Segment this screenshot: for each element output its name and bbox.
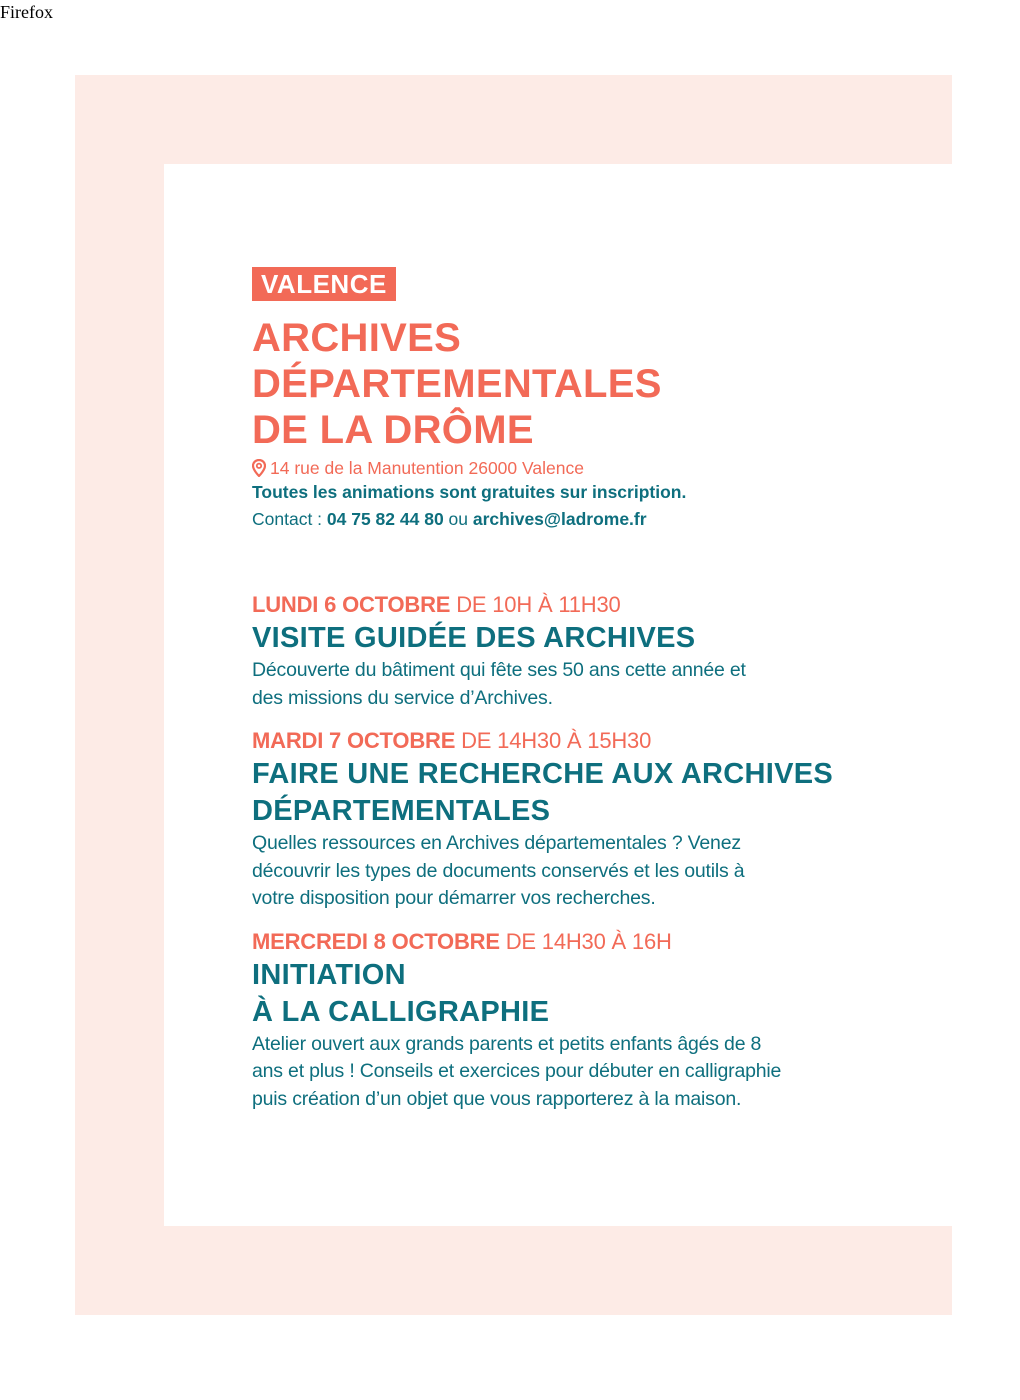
event-title xyxy=(252,620,892,657)
event-description-line: votre disposition pour démarrer vos recherches. xyxy=(252,887,656,909)
event-date xyxy=(252,726,892,756)
contact-or: ou xyxy=(443,509,473,529)
event-date xyxy=(252,590,892,620)
document-content xyxy=(252,267,892,1113)
event-description-line: Atelier ouvert aux grands parents et petits enfants âgés de 8 xyxy=(252,1032,762,1055)
address xyxy=(252,457,892,479)
event-description xyxy=(252,1031,892,1114)
event-time: DE 14H30 À 15H30 xyxy=(455,728,652,753)
venue-title-line: DÉPARTEMENTALES xyxy=(252,362,662,406)
venue-title xyxy=(252,315,892,453)
contact-email[interactable]: archives@ladrome.fr xyxy=(472,509,647,529)
event-day: LUNDI 6 OCTOBRE xyxy=(252,592,451,617)
event-description-line: ans et plus ! Conseils et exercices pour débuter en calligraphie xyxy=(252,1060,782,1082)
event-description-line: puis création d’un objet que vous rapporterez à la maison. xyxy=(252,1087,742,1110)
event-time: DE 14H30 À 16H xyxy=(499,928,672,954)
event-date xyxy=(252,927,892,957)
address-text: 14 rue de la Manutention 26000 Valence xyxy=(270,458,584,478)
event-description-line: des missions du service d’Archives. xyxy=(252,686,553,709)
browser-label: Firefox xyxy=(0,2,53,22)
registration-notice: Toutes les animations sont gratuites sur inscription. xyxy=(252,482,687,502)
event-item xyxy=(252,590,892,712)
event-title-line: VISITE GUIDÉE DES ARCHIVES xyxy=(252,622,696,654)
event-title xyxy=(252,957,892,1031)
event-title-line: DÉPARTEMENTALES xyxy=(252,795,551,827)
event-title xyxy=(252,756,892,830)
contact-phone[interactable]: 04 75 82 44 80 xyxy=(326,509,444,529)
event-item xyxy=(252,726,892,913)
event-description-line: Quelles ressources en Archives départementales ? Venez xyxy=(252,832,741,854)
event-title-line: À LA CALLIGRAPHIE xyxy=(252,995,550,1028)
city-tag: VALENCE xyxy=(252,267,396,301)
event-description-line: découvrir les types de documents conservés et les outils à xyxy=(252,859,745,882)
event-title-line: INITIATION xyxy=(252,958,406,991)
event-description-line: Découverte du bâtiment qui fête ses 50 ans cette année et xyxy=(252,659,746,681)
event-time: DE 10H À 11H30 xyxy=(450,592,621,617)
venue-title-line: ARCHIVES xyxy=(252,316,462,360)
map-pin-icon xyxy=(252,459,266,477)
event-day: MARDI 7 OCTOBRE xyxy=(252,728,456,753)
contact-line xyxy=(252,506,892,532)
event-day: MERCREDI 8 OCTOBRE xyxy=(252,928,500,954)
venue-title-line: DE LA DRÔME xyxy=(252,408,534,452)
event-title-line: FAIRE UNE RECHERCHE AUX ARCHIVES xyxy=(252,758,834,790)
event-description xyxy=(252,657,892,712)
event-item xyxy=(252,927,892,1114)
contact-label: Contact : xyxy=(252,509,327,529)
event-description xyxy=(252,830,892,913)
